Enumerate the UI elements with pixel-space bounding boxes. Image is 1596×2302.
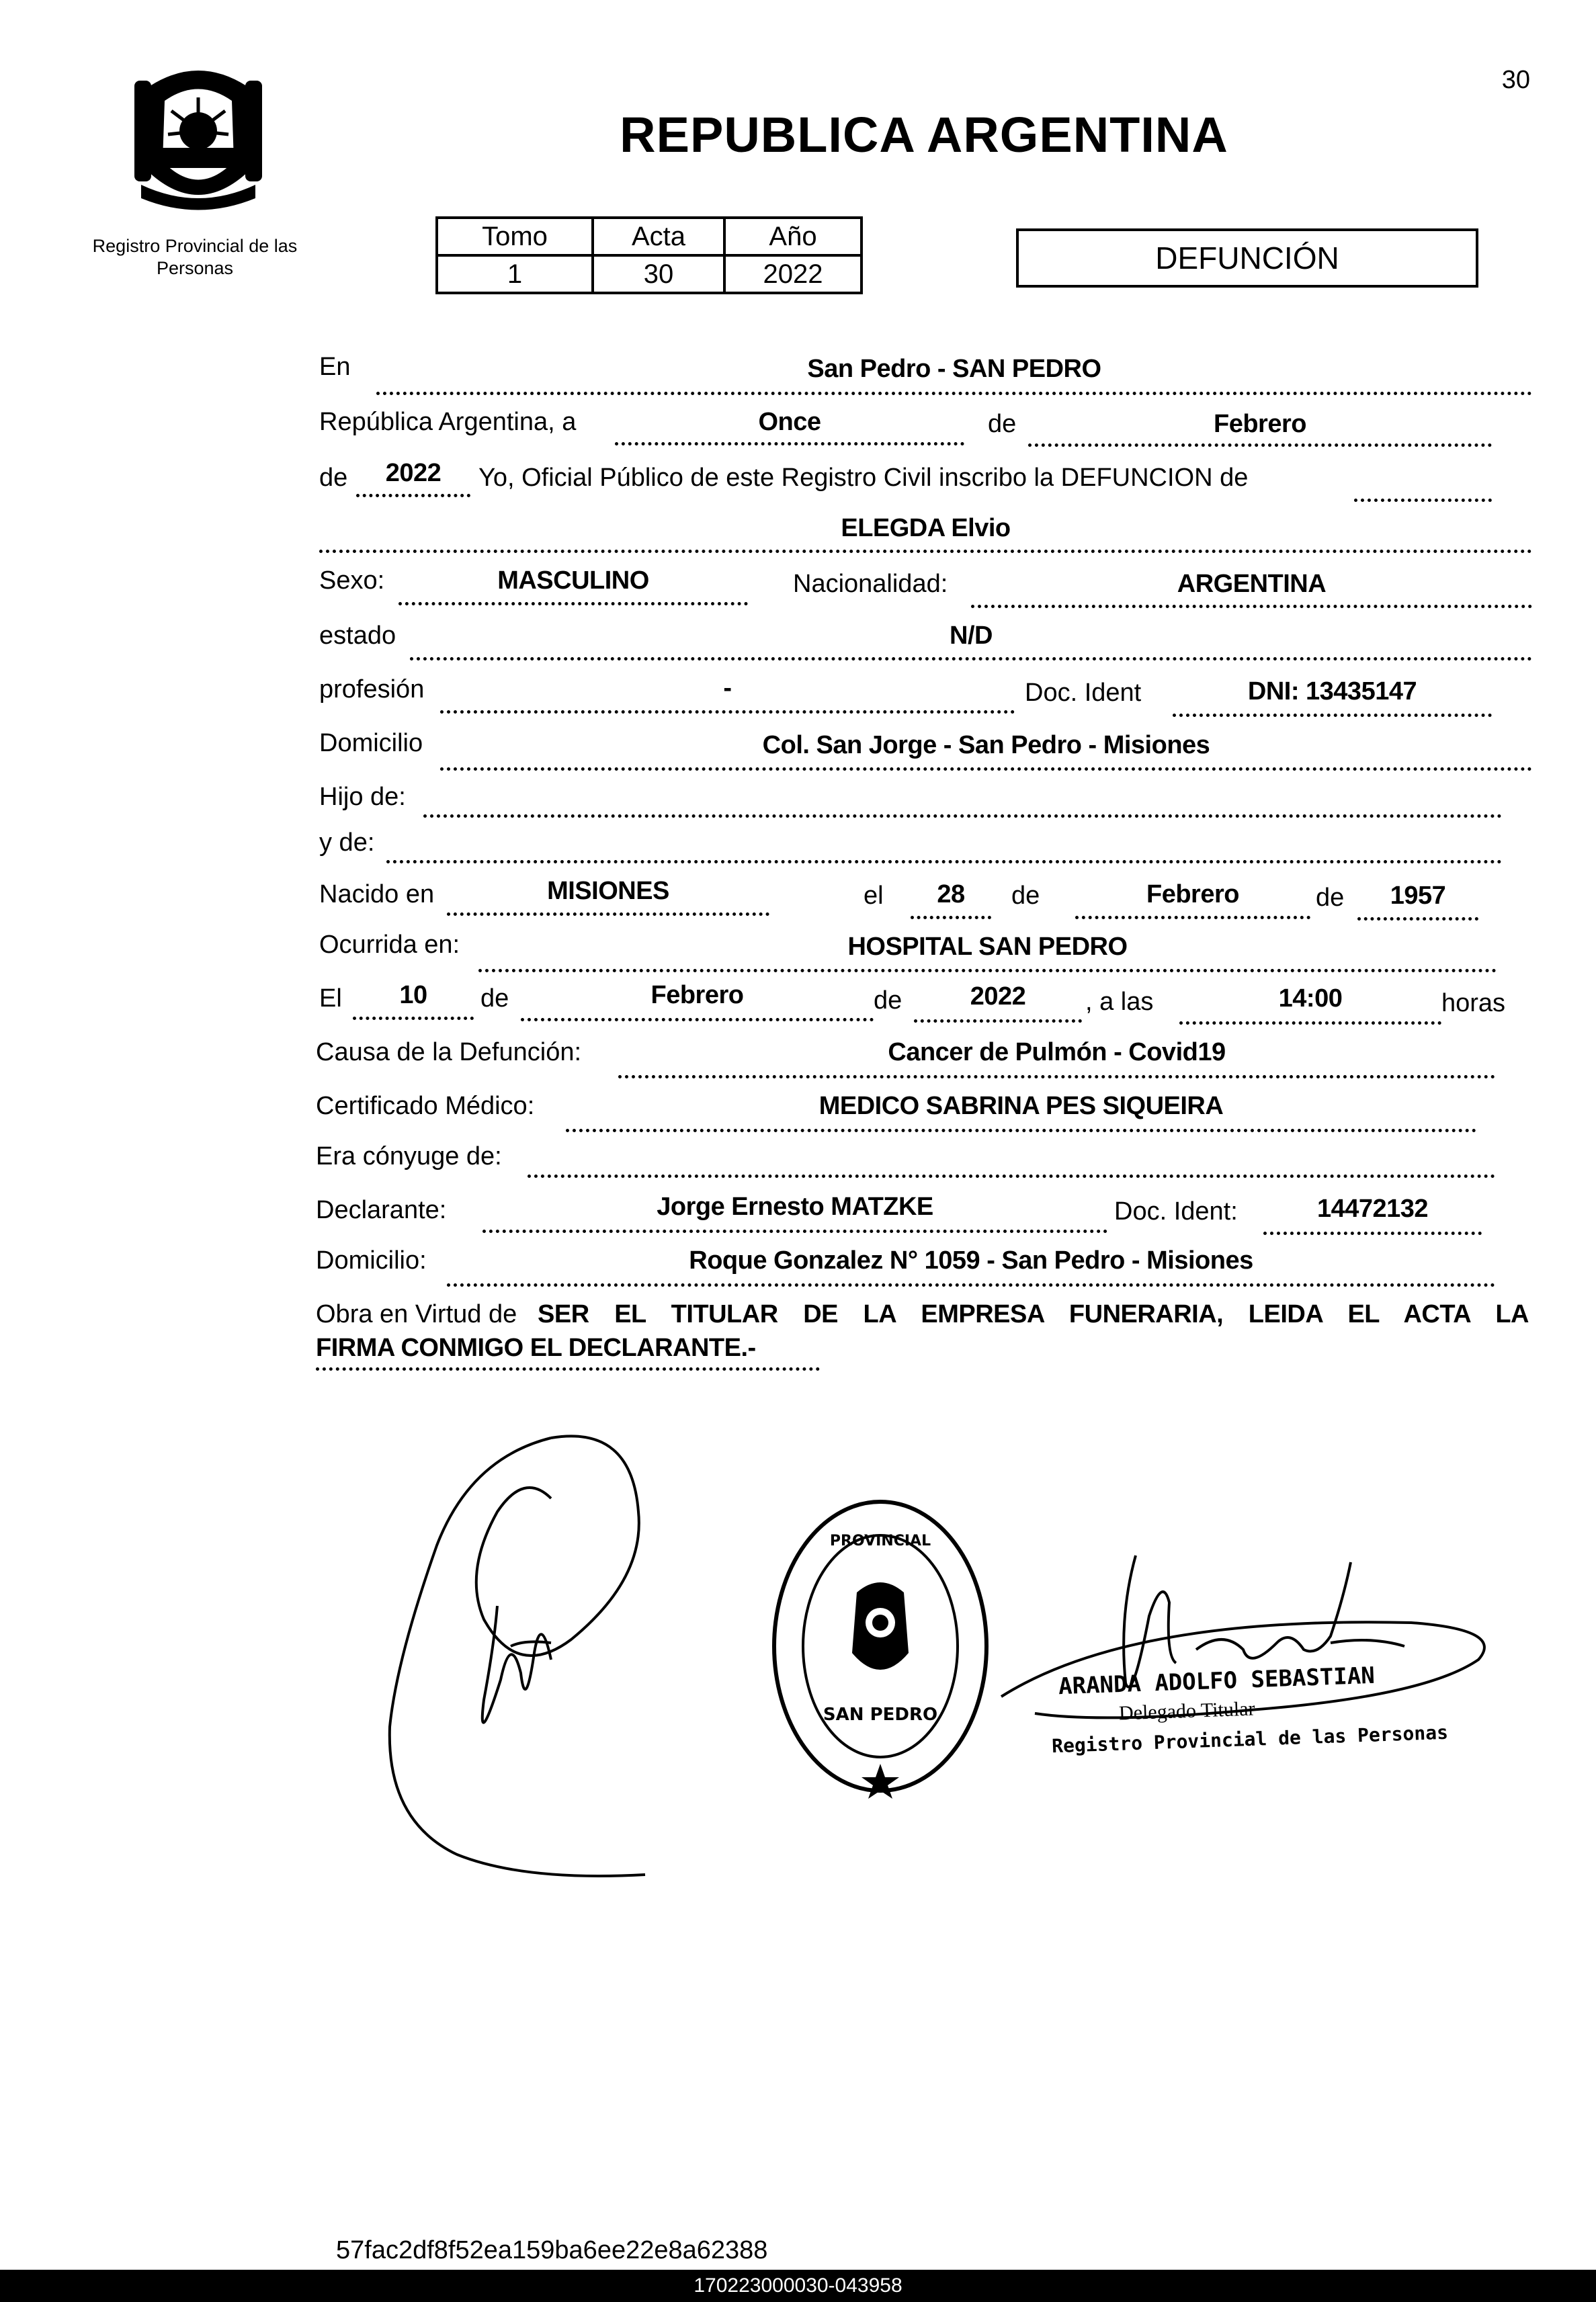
dotted-line	[353, 1017, 474, 1020]
dotted-line	[1354, 499, 1492, 502]
dotted-line	[615, 442, 964, 445]
document-label: Doc. Ident	[1025, 679, 1142, 707]
dotted-line	[386, 860, 1502, 863]
date-line-label: República Argentina, a	[319, 408, 577, 436]
page-title: REPUBLICA ARGENTINA	[620, 107, 1228, 163]
death-month-value: Febrero	[650, 981, 744, 1009]
dotted-line	[528, 1175, 1495, 1178]
marital-status-value: N/D	[950, 622, 993, 650]
declarant-doc-label: Doc. Ident:	[1114, 1197, 1238, 1226]
birth-label: Nacido en	[319, 880, 435, 908]
registry-name: Registro Provincial de las Personas	[92, 236, 298, 278]
cause-value: Cancer de Pulmón - Covid19	[888, 1038, 1226, 1066]
seal-city: SAN PEDRO	[823, 1705, 938, 1725]
dotted-line	[1179, 1021, 1441, 1025]
child-of-label: Hijo de:	[319, 783, 406, 811]
document-value: DNI: 13435147	[1247, 677, 1417, 706]
death-time-label: , a las	[1085, 988, 1154, 1016]
dotted-line	[1263, 1232, 1482, 1235]
certificate-value: MEDICO SABRINA PES SIQUEIRA	[818, 1092, 1224, 1120]
officer-name: ARANDA ADOLFO SEBASTIAN	[1058, 1662, 1376, 1701]
birth-place-value: MISIONES	[547, 877, 669, 905]
death-el-label: El	[319, 984, 342, 1013]
birth-day-value: 28	[937, 880, 965, 908]
death-day-value: 10	[399, 981, 427, 1009]
seal-text: PROVINCIAL	[829, 1533, 931, 1549]
marital-status-label: estado	[319, 622, 396, 650]
certificate-label: Certificado Médico:	[316, 1092, 535, 1120]
declarant-address-value: Roque Gonzalez N° 1059 - San Pedro - Misiones	[689, 1246, 1253, 1275]
death-year-value: 2022	[970, 982, 1026, 1011]
cause-label: Causa de la Defunción:	[316, 1038, 582, 1066]
occurred-value: HOSPITAL SAN PEDRO	[847, 933, 1128, 961]
reason-line-1: SER EL TITULAR DE LA EMPRESA FUNERARIA, LEIDA EL ACTA LA	[538, 1300, 1529, 1328]
birth-year-value: 1957	[1390, 882, 1446, 910]
nationality-label: Nacionalidad:	[793, 570, 948, 598]
value-anio: 2022	[724, 255, 862, 293]
header-tomo: Tomo	[437, 218, 593, 255]
spouse-label: Era cónyuge de:	[316, 1142, 502, 1170]
address-value: Col. San Jorge - San Pedro - Misiones	[762, 731, 1210, 759]
dotted-line	[423, 814, 1502, 818]
reason-line-2: FIRMA CONMIGO EL DECLARANTE.-	[316, 1334, 756, 1362]
date-day-value: Once	[758, 408, 821, 436]
record-type-box: DEFUNCIÓN	[1016, 228, 1478, 288]
dotted-line	[1357, 917, 1478, 921]
dotted-line	[482, 1230, 1107, 1233]
dotted-line	[316, 1367, 820, 1371]
occurred-label: Ocurrida en:	[319, 931, 460, 959]
declarant-value: Jorge Ernesto MATZKE	[657, 1193, 933, 1221]
dotted-line	[440, 767, 1532, 771]
dotted-line	[478, 969, 1497, 972]
dotted-line	[1173, 714, 1492, 717]
year-value: 2022	[385, 459, 442, 487]
reference-table	[435, 216, 863, 294]
dotted-line	[356, 494, 470, 497]
declarant-address-label: Domicilio:	[316, 1246, 427, 1275]
place-value: San Pedro - SAN PEDRO	[807, 355, 1101, 383]
death-de-label-2: de	[874, 986, 902, 1015]
officer-title: Delegado Titular	[1118, 1697, 1255, 1725]
dotted-line	[447, 1283, 1495, 1287]
address-label: Domicilio	[319, 729, 423, 757]
page-number: 30	[1501, 66, 1530, 94]
footer-code: 170223000030-043958	[694, 2274, 902, 2297]
dotted-line	[914, 1019, 1082, 1023]
birth-month-value: Febrero	[1146, 880, 1239, 908]
dotted-line	[971, 605, 1532, 608]
dotted-line	[440, 710, 1015, 714]
reason-label: Obra en Virtud de	[316, 1300, 517, 1328]
sex-label: Sexo:	[319, 566, 385, 595]
dotted-line	[1028, 443, 1492, 447]
deceased-name: ELEGDA Elvio	[841, 514, 1011, 542]
header-acta: Acta	[593, 218, 724, 255]
document-hash: 57fac2df8f52ea159ba6ee22e8a62388	[336, 2236, 768, 2264]
dotted-line	[566, 1129, 1476, 1132]
declarant-doc-value: 14472132	[1316, 1195, 1429, 1223]
sex-value: MASCULINO	[497, 566, 649, 595]
birth-de-label: de	[1011, 882, 1040, 910]
place-label: En	[319, 353, 351, 381]
year-de-label: de	[319, 464, 348, 492]
date-de-label: de	[988, 410, 1017, 438]
header-anio: Año	[724, 218, 862, 255]
dotted-line	[447, 912, 769, 916]
dotted-line	[1075, 916, 1310, 919]
death-hours-label: horas	[1441, 989, 1506, 1017]
value-acta: 30	[593, 255, 724, 293]
date-month-value: Febrero	[1214, 410, 1306, 438]
year-line-text: Yo, Oficial Público de este Registro Civil inscribo la DEFUNCION de	[478, 464, 1249, 492]
death-de-label: de	[480, 984, 509, 1013]
dotted-line	[376, 392, 1532, 395]
profession-label: profesión	[319, 675, 425, 704]
declarant-signature	[349, 1418, 659, 1888]
officer-registry: Registro Provincial de las Personas	[1051, 1721, 1449, 1758]
value-tomo: 1	[437, 255, 593, 293]
dotted-line	[618, 1075, 1495, 1078]
dotted-line	[410, 657, 1532, 660]
dotted-line	[911, 916, 991, 919]
declarant-label: Declarante:	[316, 1196, 447, 1224]
dotted-line	[521, 1018, 874, 1021]
dotted-line	[319, 550, 1532, 553]
birth-el-label: el	[864, 882, 884, 910]
birth-de-label-2: de	[1316, 884, 1345, 912]
and-of-label: y de:	[319, 828, 375, 857]
footer-code-bar	[0, 2270, 1596, 2302]
death-time-value: 14:00	[1278, 984, 1343, 1013]
dotted-line	[398, 602, 748, 605]
nationality-value: ARGENTINA	[1177, 570, 1327, 598]
profession-value: -	[723, 674, 732, 702]
official-seal	[766, 1492, 995, 1801]
